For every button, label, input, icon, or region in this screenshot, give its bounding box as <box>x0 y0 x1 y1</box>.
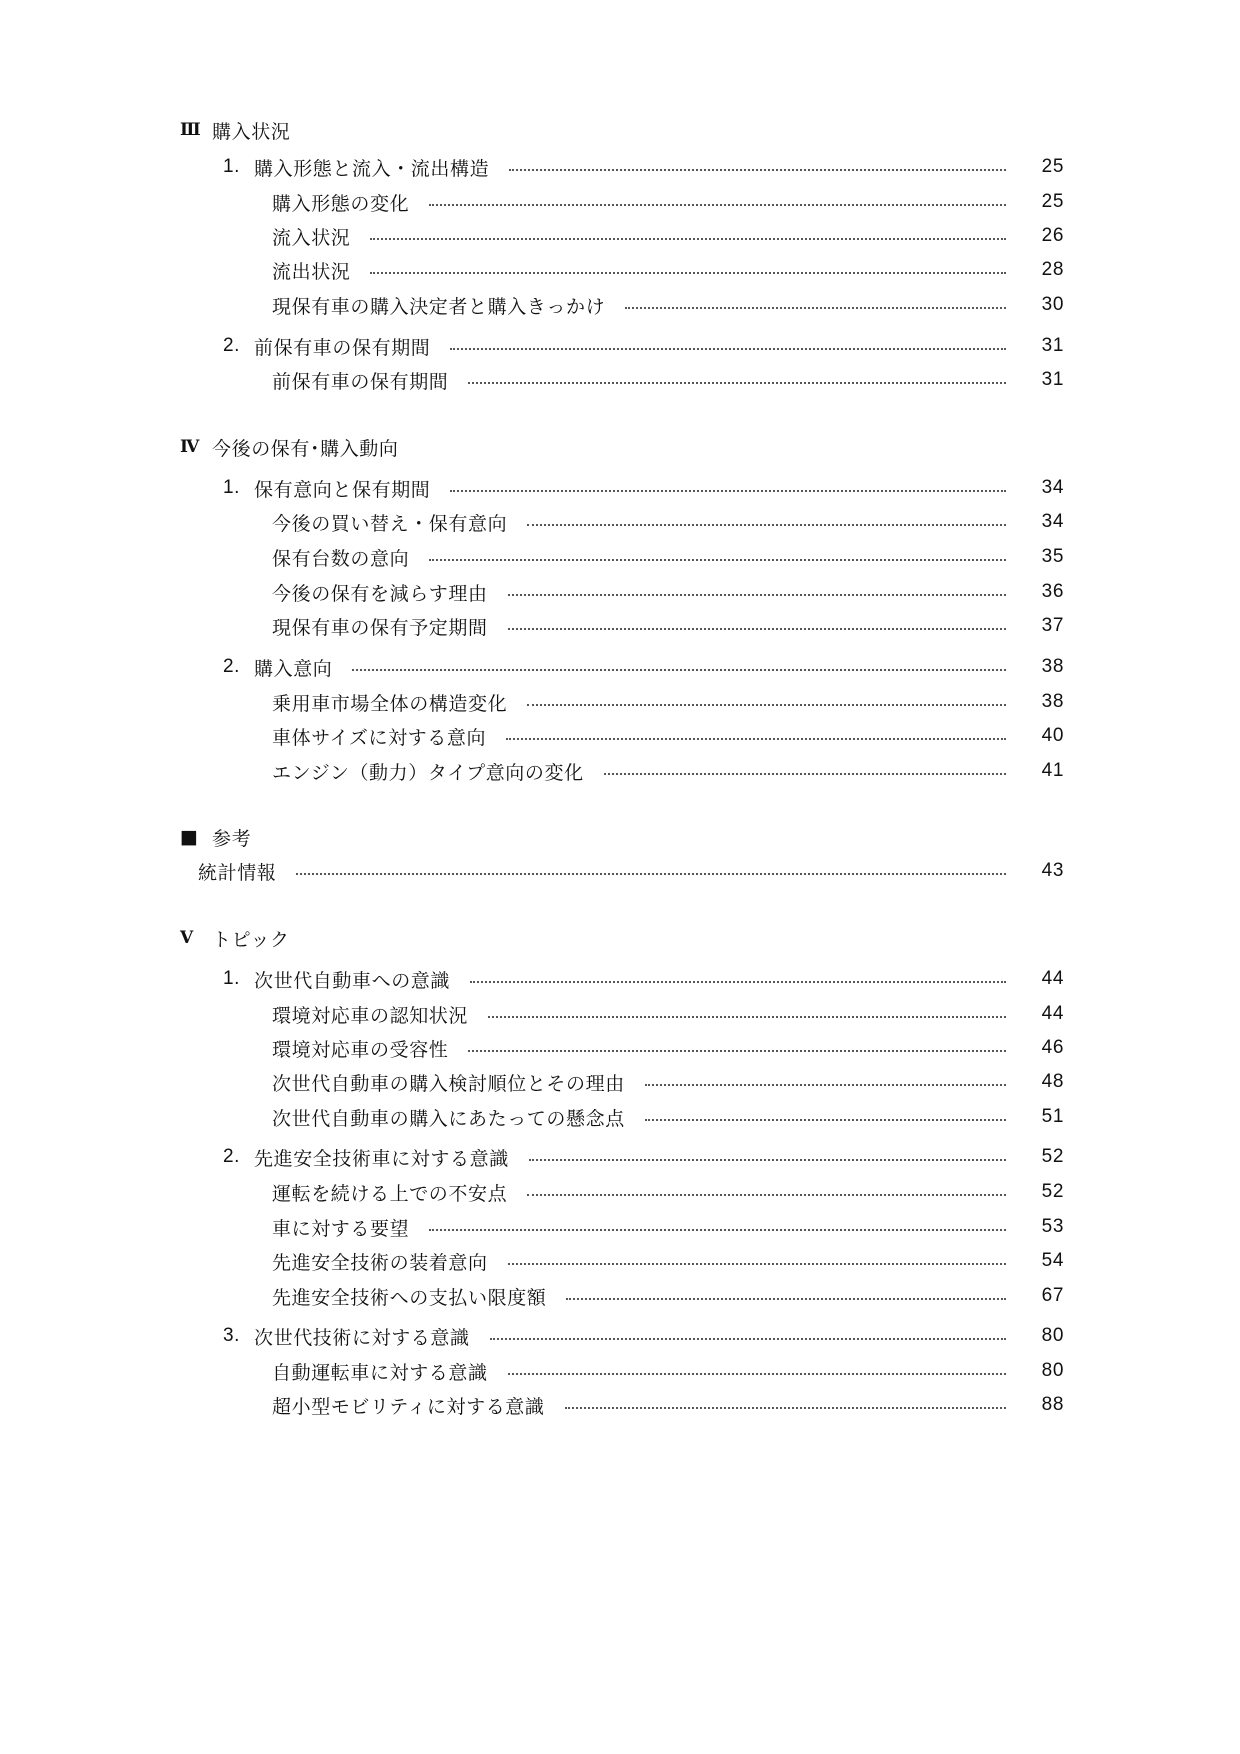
dot-leader <box>565 1407 1006 1409</box>
toc-section-entry[interactable] <box>223 650 1064 684</box>
toc-item-entry[interactable] <box>272 719 1064 753</box>
entry-title: 車に対する要望 <box>272 1217 410 1240</box>
entry-title: 自動運転車に対する意識 <box>272 1361 488 1384</box>
toc-part-heading <box>180 430 399 464</box>
entry-title: 先進安全技術への支払い限度額 <box>272 1286 547 1309</box>
part-title: 参考 <box>212 827 252 850</box>
page-number: 40 <box>1041 725 1064 746</box>
dot-leader <box>506 738 1006 740</box>
part-number: Ⅲ <box>180 120 202 140</box>
entry-title: 次世代自動車の購入検討順位とその理由 <box>272 1072 625 1095</box>
page-number: 30 <box>1041 294 1064 315</box>
toc-section-entry[interactable] <box>223 471 1064 505</box>
part-number: Ⅴ <box>180 928 194 948</box>
page-number: 34 <box>1041 477 1064 498</box>
section-number: 2. <box>223 1146 241 1167</box>
toc-item-entry[interactable] <box>272 754 1064 788</box>
dot-leader <box>352 669 1006 671</box>
page-number: 25 <box>1041 156 1064 177</box>
toc-part-heading <box>180 820 251 854</box>
toc-item-entry[interactable] <box>272 253 1064 287</box>
toc-item-entry[interactable] <box>272 185 1064 219</box>
entry-title: 乗用車市場全体の構造変化 <box>272 692 508 715</box>
entry-title: 運転を続ける上での不安点 <box>272 1182 508 1205</box>
toc-part-heading <box>180 113 290 147</box>
page-number: 34 <box>1041 511 1064 532</box>
page-number: 54 <box>1041 1250 1064 1271</box>
page-number: 28 <box>1041 259 1064 280</box>
dot-leader <box>509 169 1006 171</box>
entry-title: 流入状況 <box>272 226 351 249</box>
toc-section-entry[interactable] <box>223 150 1064 184</box>
page-number: 53 <box>1041 1216 1064 1237</box>
dot-leader <box>645 1084 1006 1086</box>
entry-title: 統計情報 <box>198 861 277 884</box>
toc-item-entry[interactable] <box>272 1175 1064 1209</box>
dot-leader <box>527 1194 1006 1196</box>
toc-item-entry[interactable] <box>272 288 1064 322</box>
page-number: 51 <box>1041 1106 1064 1127</box>
toc-section-entry[interactable] <box>223 1140 1064 1174</box>
page-number: 52 <box>1041 1181 1064 1202</box>
dot-leader <box>450 348 1006 350</box>
toc-part-heading <box>180 921 290 955</box>
part-title: 今後の保有･購入動向 <box>212 437 399 460</box>
dot-leader <box>450 490 1006 492</box>
dot-leader <box>529 1159 1006 1161</box>
section-number: 1. <box>223 156 241 177</box>
entry-title: 購入意向 <box>254 657 333 680</box>
toc-item-entry[interactable] <box>272 1354 1064 1388</box>
page-number: 31 <box>1041 369 1064 390</box>
entry-title: 次世代自動車への意識 <box>254 969 451 992</box>
entry-title: 車体サイズに対する意向 <box>272 726 487 749</box>
dot-leader <box>508 628 1006 630</box>
part-number: Ⅳ <box>180 437 200 457</box>
toc-item-entry[interactable] <box>272 575 1064 609</box>
toc-item-entry[interactable] <box>272 1388 1064 1422</box>
entry-title: 保有意向と保有期間 <box>254 478 431 501</box>
part-title: トピック <box>212 928 290 951</box>
page-number: 36 <box>1041 581 1064 602</box>
toc-item-entry[interactable] <box>272 685 1064 719</box>
toc-item-entry[interactable] <box>272 219 1064 253</box>
page-number: 80 <box>1041 1325 1064 1346</box>
toc-section-entry[interactable] <box>223 1319 1064 1353</box>
entry-title: 現保有車の購入決定者と購入きっかけ <box>272 295 606 318</box>
toc-item-entry[interactable] <box>272 1031 1064 1065</box>
section-number: 1. <box>223 968 241 989</box>
dot-leader <box>370 272 1006 274</box>
section-number: 3. <box>223 1325 241 1346</box>
dot-leader <box>508 1373 1006 1375</box>
toc-section-entry[interactable] <box>223 962 1064 996</box>
entry-title: エンジン（動力）タイプ意向の変化 <box>272 761 584 784</box>
page-number: 48 <box>1041 1071 1064 1092</box>
dot-leader <box>468 1050 1006 1052</box>
entry-title: 先進安全技術車に対する意識 <box>254 1147 509 1170</box>
page-number: 26 <box>1041 225 1064 246</box>
page-number: 43 <box>1041 860 1064 881</box>
dot-leader <box>527 704 1006 706</box>
dot-leader <box>488 1016 1006 1018</box>
page-number: 44 <box>1041 968 1064 989</box>
dot-leader <box>468 382 1006 384</box>
entry-title: 今後の保有を減らす理由 <box>272 582 488 605</box>
page-number: 31 <box>1041 335 1064 356</box>
entry-title: 今後の買い替え・保有意向 <box>272 512 508 535</box>
dot-leader <box>508 594 1006 596</box>
section-number: 2. <box>223 656 241 677</box>
entry-title: 次世代自動車の購入にあたっての懸念点 <box>272 1107 625 1130</box>
page-number: 46 <box>1041 1037 1064 1058</box>
entry-title: 先進安全技術の装着意向 <box>272 1251 488 1274</box>
page-number: 67 <box>1041 1285 1064 1306</box>
entry-title: 現保有車の保有予定期間 <box>272 616 488 639</box>
page-number: 38 <box>1041 656 1064 677</box>
dot-leader <box>296 873 1006 875</box>
page-number: 35 <box>1041 546 1064 567</box>
entry-title: 超小型モビリティに対する意識 <box>272 1395 545 1418</box>
page-number: 38 <box>1041 691 1064 712</box>
dot-leader <box>604 773 1006 775</box>
dot-leader <box>490 1338 1006 1340</box>
entry-title: 前保有車の保有期間 <box>272 370 449 393</box>
toc-item-entry[interactable] <box>198 854 1064 888</box>
entry-title: 購入形態の変化 <box>272 192 410 215</box>
dot-leader <box>429 559 1006 561</box>
toc-section-entry[interactable] <box>223 329 1064 363</box>
entry-title: 保有台数の意向 <box>272 547 410 570</box>
page-number: 52 <box>1041 1146 1064 1167</box>
page-number: 25 <box>1041 191 1064 212</box>
entry-title: 環境対応車の認知状況 <box>272 1004 469 1027</box>
dot-leader <box>370 238 1006 240</box>
dot-leader <box>508 1263 1006 1265</box>
section-number: 1. <box>223 477 241 498</box>
part-number: ■ <box>180 826 199 848</box>
toc-item-entry[interactable] <box>272 1210 1064 1244</box>
entry-title: 環境対応車の受容性 <box>272 1038 449 1061</box>
toc-item-entry[interactable] <box>272 1100 1064 1134</box>
dot-leader <box>470 981 1006 983</box>
page-number: 44 <box>1041 1003 1064 1024</box>
page-number: 41 <box>1041 760 1064 781</box>
page-number: 80 <box>1041 1360 1064 1381</box>
dot-leader <box>566 1298 1006 1300</box>
entry-title: 購入形態と流入・流出構造 <box>254 157 490 180</box>
entry-title: 流出状況 <box>272 260 351 283</box>
entry-title: 前保有車の保有期間 <box>254 336 431 359</box>
section-number: 2. <box>223 335 241 356</box>
toc-item-entry[interactable] <box>272 997 1064 1031</box>
toc-item-entry[interactable] <box>272 1279 1064 1313</box>
part-title: 購入状況 <box>212 120 291 143</box>
page-number: 37 <box>1041 615 1064 636</box>
toc-item-entry[interactable] <box>272 1065 1064 1099</box>
dot-leader <box>645 1119 1006 1121</box>
dot-leader <box>527 524 1006 526</box>
toc-item-entry[interactable] <box>272 363 1064 397</box>
toc-item-entry[interactable] <box>272 609 1064 643</box>
dot-leader <box>429 204 1006 206</box>
entry-title: 次世代技術に対する意識 <box>254 1326 470 1349</box>
dot-leader <box>625 307 1006 309</box>
dot-leader <box>429 1229 1006 1231</box>
toc-item-entry[interactable] <box>272 505 1064 539</box>
toc-item-entry[interactable] <box>272 1244 1064 1278</box>
page-number: 88 <box>1041 1394 1064 1415</box>
toc-item-entry[interactable] <box>272 540 1064 574</box>
